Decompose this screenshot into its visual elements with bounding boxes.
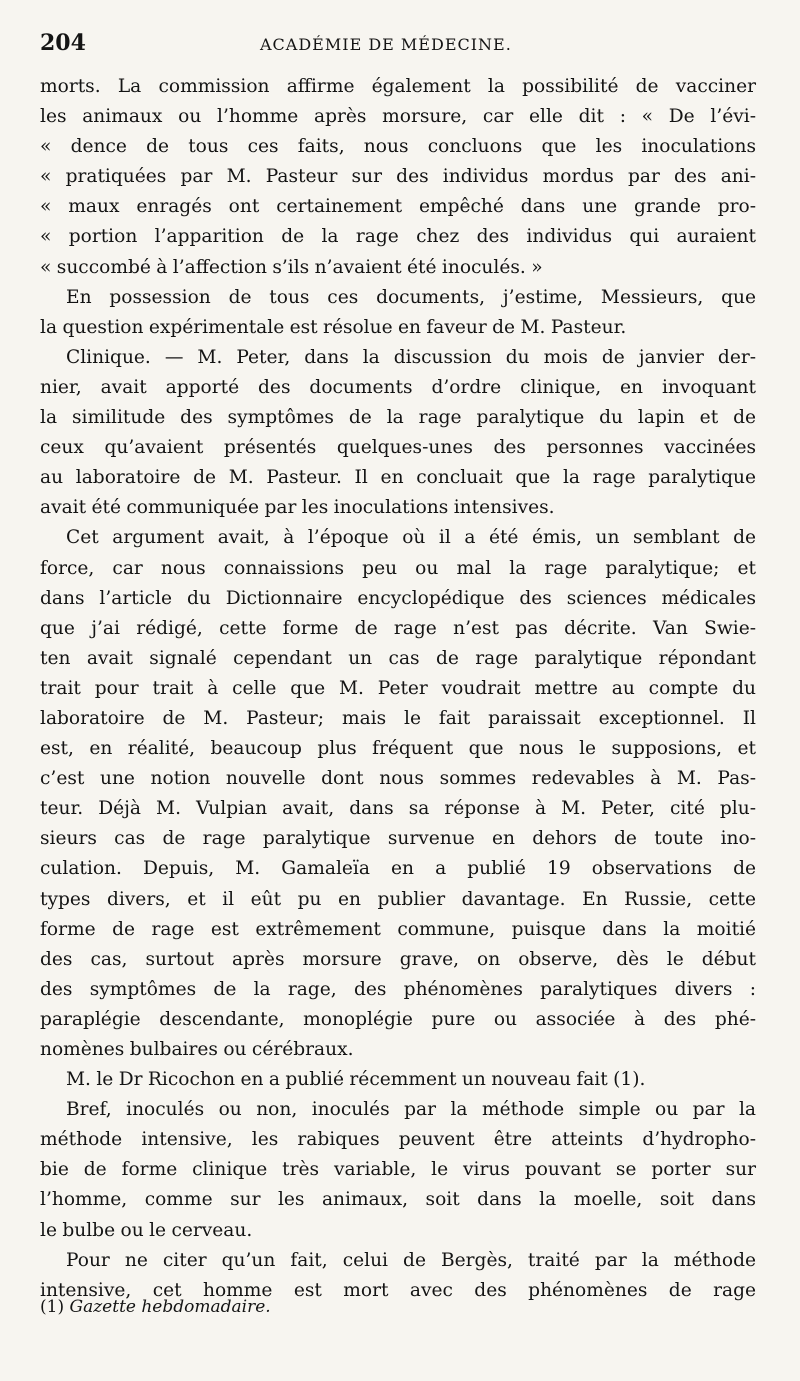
text-line: les animaux ou l’homme après morsure, car elle dit : « De l’évi-	[40, 106, 756, 128]
text-line: avait été communiquée par les inoculations intensives.	[40, 497, 555, 519]
text-line: que j’ai rédigé, cette forme de rage n’est pas décrite. Van Swie-	[40, 617, 756, 639]
footnote-title: Gazette hebdomadaire.	[69, 1297, 271, 1317]
text-line: des symptômes de la rage, des phénomènes paralytiques divers :	[40, 978, 756, 1000]
text-line: le bulbe ou le cerveau.	[40, 1219, 253, 1241]
text-line: culation. Depuis, M. Gamaleïa en a publié 19 observations de	[40, 858, 756, 880]
body-text	[40, 72, 756, 1306]
running-title: ACADÉMIE DE MÉDECINE.	[260, 35, 512, 54]
text-line: l’homme, comme sur les animaux, soit dans la moelle, soit dans	[40, 1189, 756, 1211]
text-line: des cas, surtout après morsure grave, on observe, dès le début	[40, 948, 756, 970]
footnote	[40, 1297, 271, 1317]
text-line: Bref, inoculés ou non, inoculés par la méthode simple ou par la	[66, 1099, 756, 1121]
page-number: 204	[40, 30, 86, 56]
text-line: sieurs cas de rage paralytique survenue en dehors de toute ino-	[40, 828, 756, 850]
text-line: Clinique. — M. Peter, dans la discussion du mois de janvier der-	[66, 346, 756, 368]
text-line: c’est une notion nouvelle dont nous sommes redevables à M. Pas-	[40, 768, 756, 790]
text-line: « dence de tous ces faits, nous concluons que les inoculations	[40, 136, 756, 158]
text-line: types divers, et il eût pu en publier davantage. En Russie, cette	[40, 888, 756, 910]
text-line: « pratiquées par M. Pasteur sur des individus mordus par des ani-	[40, 166, 756, 188]
text-line: teur. Déjà M. Vulpian avait, dans sa réponse à M. Peter, cité plu-	[40, 798, 756, 820]
text-line: méthode intensive, les rabiques peuvent être atteints d’hydropho-	[40, 1129, 756, 1151]
text-line: trait pour trait à celle que M. Peter voudrait mettre au compte du	[40, 677, 756, 699]
text-line: ceux qu’avaient présentés quelques-unes des personnes vaccinées	[40, 437, 756, 459]
text-line: la question expérimentale est résolue en faveur de M. Pasteur.	[40, 316, 627, 338]
page-header	[40, 30, 756, 66]
text-line: paraplégie descendante, monoplégie pure ou associée à des phé-	[40, 1008, 756, 1030]
text-line: Pour ne citer qu’un fait, celui de Bergès, traité par la méthode	[66, 1249, 756, 1271]
text-line: Cet argument avait, à l’époque où il a été émis, un semblant de	[66, 527, 756, 549]
text-line: dans l’article du Dictionnaire encyclopédique des sciences médicales	[40, 587, 756, 609]
text-line: laboratoire de M. Pasteur; mais le fait paraissait exceptionnel. Il	[40, 707, 756, 729]
text-line: nier, avait apporté des documents d’ordre clinique, en invoquant	[40, 376, 756, 398]
text-line: morts. La commission affirme également la possibilité de vacciner	[40, 76, 756, 97]
text-line: forme de rage est extrêmement commune, puisque dans la moitié	[40, 918, 756, 940]
text-line: « succombé à l’affection s’ils n’avaient été inoculés. »	[40, 256, 543, 278]
footnote-marker: (1)	[40, 1297, 65, 1317]
text-line: nomènes bulbaires ou cérébraux.	[40, 1039, 354, 1060]
text-line: En possession de tous ces documents, j’estime, Messieurs, que	[66, 286, 756, 308]
text-line: force, car nous connaissions peu ou mal la rage paralytique; et	[40, 557, 756, 579]
text-line: « portion l’apparition de la rage chez des individus qui auraient	[40, 226, 756, 248]
text-line: la similitude des symptômes de la rage paralytique du lapin et de	[40, 407, 756, 429]
text-line: ten avait signalé cependant un cas de rage paralytique répondant	[40, 647, 756, 669]
text-line: « maux enragés ont certainement empêché dans une grande pro-	[40, 196, 756, 218]
text-line: au laboratoire de M. Pasteur. Il en concluait que la rage paralytique	[40, 467, 756, 489]
text-line: bie de forme clinique très variable, le virus pouvant se porter sur	[40, 1159, 756, 1181]
text-line: intensive, cet homme est mort avec des phénomènes de rage	[40, 1279, 756, 1301]
text-line: M. le Dr Ricochon en a publié récemment un nouveau fait (1).	[66, 1069, 646, 1091]
text-line: est, en réalité, beaucoup plus fréquent que nous le supposions, et	[40, 738, 756, 760]
